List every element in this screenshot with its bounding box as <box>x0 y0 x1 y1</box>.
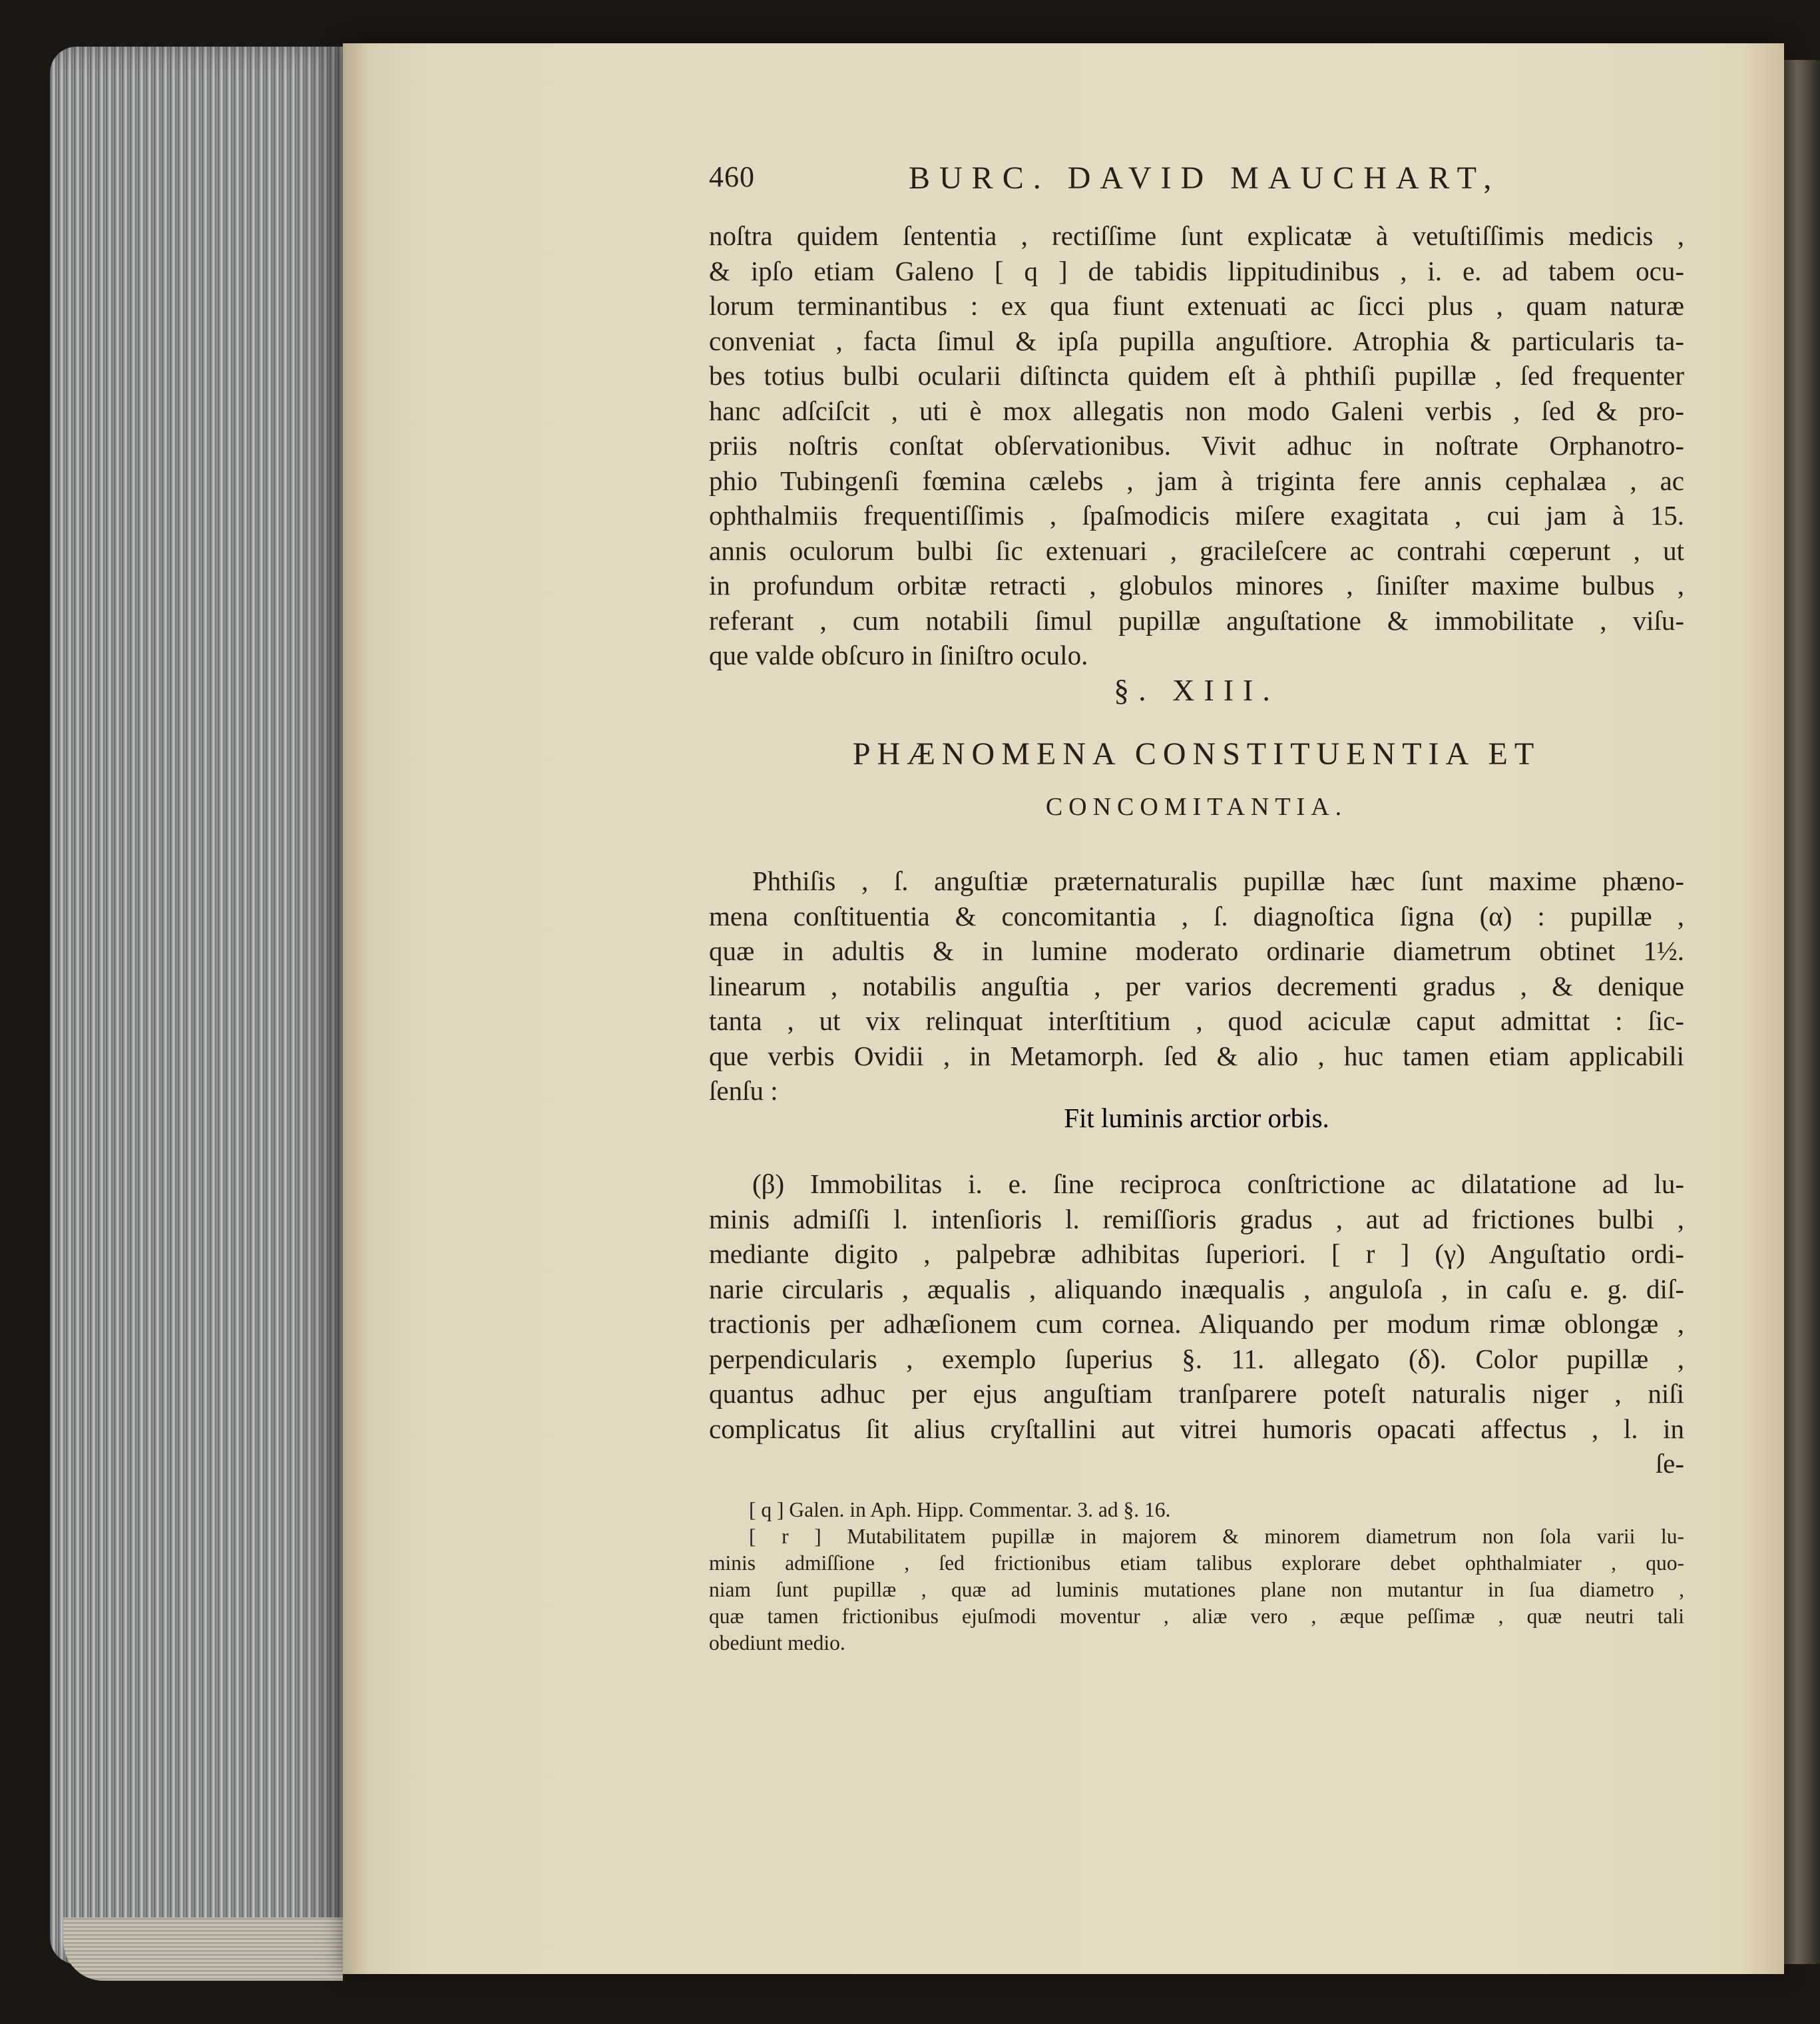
paragraph-3 <box>709 1166 1684 1481</box>
footnote-q: [ q ] Galen. in Aph. Hipp. Commentar. 3. ad §. 16. <box>749 1498 1171 1521</box>
text-line: minis admiſſi l. intenſioris l. remiſſioris gradus , aut ad frictiones bulbi , <box>709 1203 1684 1234</box>
section-subheading: CONCOMITANTIA. <box>1045 793 1348 821</box>
paragraph-2 <box>709 864 1684 1109</box>
footnote-line: obediunt medio. <box>709 1631 845 1654</box>
section-heading: PHÆNOMENA CONSTITUENTIA ET <box>852 736 1541 772</box>
text-line: hanc adſciſcit , uti è mox allegatis non modo Galeni verbis , ſed & pro- <box>709 395 1684 426</box>
text-line: ophthalmiis frequentiſſimis , ſpaſmodicis miſere exagitata , cui jam à 15. <box>709 500 1684 531</box>
text-line: lorum terminantibus : ex qua fiunt extenuati ac ſicci plus , quam naturæ <box>709 290 1684 321</box>
text-line: Phthiſis , ſ. anguſtiæ præternaturalis pupillæ hæc ſunt maxime phæno- <box>752 866 1684 896</box>
section-number: §. XIII. <box>1114 673 1279 707</box>
text-line: bes totius bulbi ocularii diſtincta quidem eſt à phthiſi pupillæ , ſed frequenter <box>709 360 1684 391</box>
ovid-quote: Fit luminis arctior orbis. <box>1064 1103 1329 1133</box>
footnote-line: niam ſunt pupillæ , quæ ad luminis mutationes plane non mutantur in ſua diametro , <box>709 1578 1684 1601</box>
text-line: tanta , ut vix relinquat interſtitium , quod aciculæ caput admittat : ſic- <box>709 1005 1684 1036</box>
catchword: ſe- <box>1655 1448 1684 1479</box>
footnotes <box>709 1497 1684 1656</box>
text-line: quæ in adultis & in lumine moderato ordinarie diametrum obtinet 1½. <box>709 935 1684 966</box>
text-line: perpendicularis , exemplo ſuperius §. 11. allegato (δ). Color pupillæ , <box>709 1343 1684 1374</box>
text-line: mediante digito , palpebræ adhibitas ſuperiori. [ r ] (γ) Anguſtatio ordi- <box>709 1238 1684 1269</box>
text-line: noſtra quidem ſententia , rectiſſime ſunt explicatæ à vetuſtiſſimis medicis , <box>709 220 1684 251</box>
paragraph-1 <box>709 218 1684 673</box>
text-line: que verbis Ovidii , in Metamorph. ſed & alio , huc tamen etiam applicabili <box>709 1040 1684 1071</box>
book-bottom-edge <box>63 1917 343 1981</box>
text-line: priis noſtris conſtat obſervationibus. Vivit adhuc in noſtrate Orphanotro- <box>709 430 1684 461</box>
text-line: complicatus ſit alius cryſtallini aut vitrei humoris opacati affectus , l. in <box>709 1413 1684 1444</box>
text-line: phio Tubingenſi fœmina cælebs , jam à triginta fere annis cephalæa , ac <box>709 465 1684 496</box>
text-line: linearum , notabilis anguſtia , per varios decrementi gradus , & denique <box>709 970 1684 1001</box>
text-line: ſenſu : <box>709 1075 778 1106</box>
text-line: annis oculorum bulbi ſic extenuari , gracileſcere ac contrahi cœperunt , ut <box>709 535 1684 566</box>
text-line: que valde obſcuro in ſiniſtro oculo. <box>709 640 1088 670</box>
running-head <box>709 153 1684 200</box>
book-page-edges <box>50 47 343 1964</box>
text-line: in profundum orbitæ retracti , globulos minores , ſiniſter maxime bulbus , <box>709 570 1684 601</box>
text-line: conveniat , facta ſimul & ipſa pupilla anguſtiore. Atrophia & particularis ta- <box>709 325 1684 356</box>
text-line: tractionis per adhæſionem cum cornea. Aliquando per modum rimæ oblongæ , <box>709 1308 1684 1339</box>
page-number: 460 <box>709 160 755 193</box>
text-line: quantus adhuc per ejus anguſtiam tranſparere poteſt naturalis niger , niſi <box>709 1378 1684 1409</box>
facing-page-edge <box>1784 60 1820 1964</box>
footnote-line: minis admiſſione , ſed frictionibus etiam talibus explorare debet ophthalmiater , quo- <box>709 1551 1684 1575</box>
footnote-r: [ r ] Mutabilitatem pupillæ in majorem & minorem diametrum non ſola varii lu- <box>749 1525 1684 1548</box>
text-line: referant , cum notabili ſimul pupillæ anguſtatione & immobilitate , viſu- <box>709 605 1684 636</box>
text-line: (β) Immobilitas i. e. ſine reciproca conſtrictione ac dilatatione ad lu- <box>752 1168 1684 1199</box>
running-head-title: BURC. DAVID MAUCHART, <box>909 160 1501 196</box>
text-line: mena conſtituentia & concomitantia , ſ. diagnoſtica ſigna (α) : pupillæ , <box>709 900 1684 931</box>
footnote-line: quæ tamen frictionibus ejuſmodi moventur , aliæ vero , æque peſſimæ , quæ neutri tali <box>709 1605 1684 1628</box>
text-line: & ipſo etiam Galeno [ q ] de tabidis lippitudinibus , i. e. ad tabem ocu- <box>709 255 1684 286</box>
text-line: narie circularis , æqualis , aliquando inæqualis , anguloſa , in caſu e. g. diſ- <box>709 1273 1684 1304</box>
